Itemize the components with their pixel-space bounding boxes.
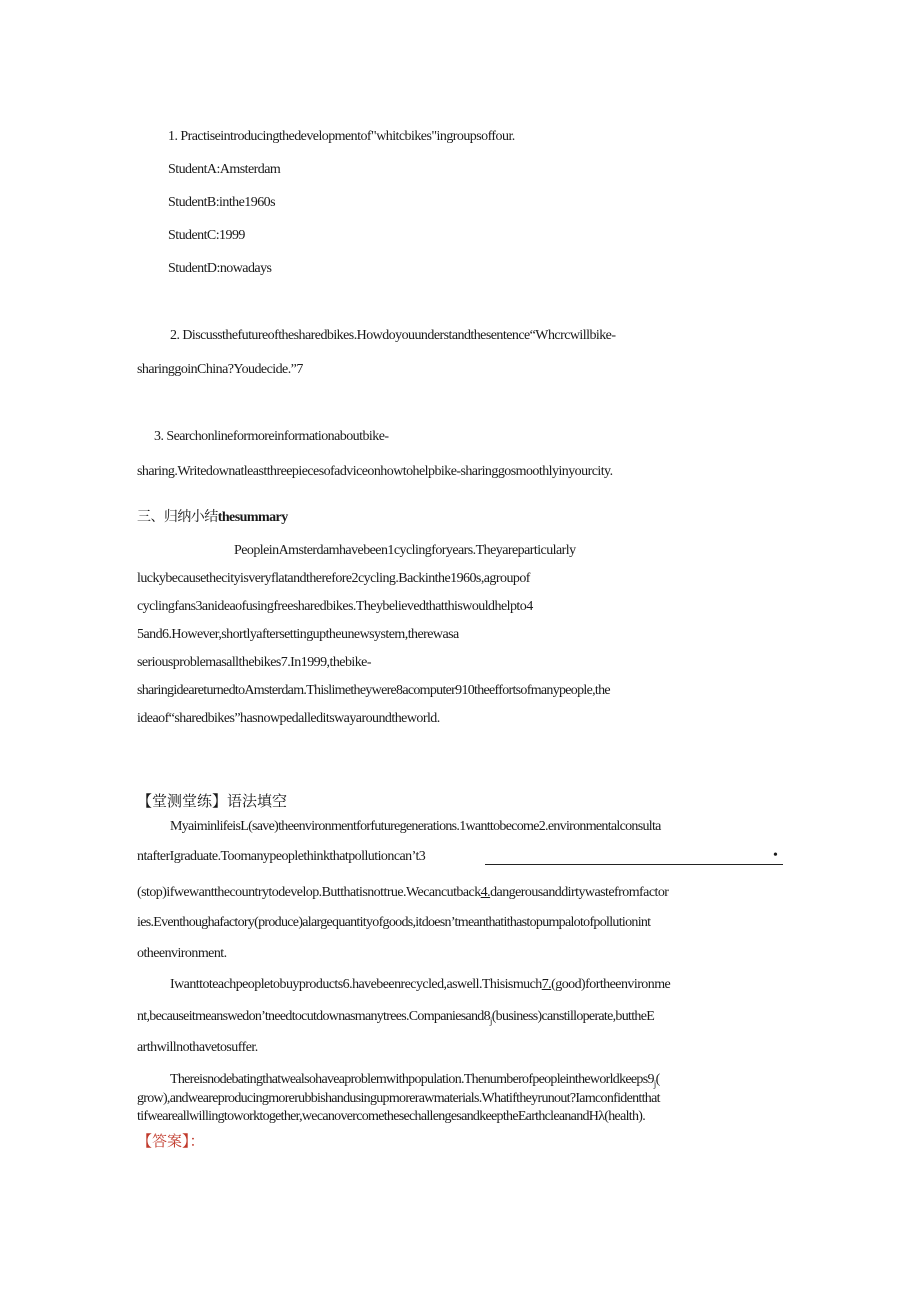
summary-line-7: ideaof“sharedbikes”hasnowpedalleditswayaroundtheworld.: [137, 711, 440, 726]
summary-line-3: cyclingfans3anideaofusingfreesharedbikes.Theybelievedthatthiswouldhelpto4: [137, 599, 533, 614]
grammar-p1-line-5: otheenvironment.: [137, 946, 227, 961]
grammar-p1-line-4: ies.Eventhoughafactory(produce)alargequantityofgoods,itdoesn’tmeanthatithastopumpalotofpollutionint: [137, 915, 651, 930]
grammar-heading: 【堂测堂练】语法填空: [137, 794, 288, 810]
exercise-3-line-2: sharing.Writedownatleastthreepiecesofadviceonhowtohelpbike-sharinggosmoothlyinyourcity.: [137, 464, 613, 479]
exercise-1-student-a: StudentA:Amsterdam: [168, 162, 281, 177]
blank-9-sub: j: [653, 1078, 656, 1089]
grammar-p1-line-2: ntafterIgraduate.Toomanypeoplethinkthatpollutioncan’t3: [137, 849, 426, 864]
summary-line-6: sharingideareturnedtoAmsterdam.Thislimetheywere8acomputer910theeffortsofmanypeople,the: [137, 683, 610, 698]
grammar-p2-line-2-rest: (business)canstilloperate,buttheE: [491, 1009, 655, 1024]
blank-4: 4.: [480, 885, 491, 900]
grammar-p2-line-3: arthwillnothavetosuffer.: [137, 1040, 258, 1055]
blank-8-sub: j: [489, 1015, 492, 1026]
grammar-p1-line-3-text: (stop)ifwewantthecountrytodevelop.Butthatisnottrue.Wecancutback: [137, 885, 481, 900]
exercise-2-line-2: sharinggoinChina?Youdecide.”7: [137, 362, 303, 377]
exercise-1-student-d: StudentD:nowadays: [168, 261, 272, 276]
grammar-p2-line-2: [137, 1008, 654, 1030]
grammar-p2-line-1-rest: (good)fortheenvironme: [551, 977, 671, 992]
grammar-p3-line-1-paren: (: [655, 1072, 660, 1087]
summary-line-4: 5and6.However,shortlyaftersettinguptheunewsystem,therewasa: [137, 627, 459, 642]
summary-heading-en: thesummary: [217, 510, 288, 525]
answer-label: 【答案】：: [137, 1134, 205, 1150]
exercise-1-student-b: StudentB:inthe1960s: [168, 195, 275, 210]
blank-3-line: [485, 864, 783, 865]
exercise-1-student-c: StudentC:1999: [168, 228, 245, 243]
exercise-1-prompt: 1. Practiseintroducingthedevelopmentof"whitcbikes"ingroupsoffour.: [168, 129, 515, 144]
blank-7: 7.: [541, 977, 552, 992]
summary-heading: [137, 509, 288, 527]
grammar-p1-line-1: MyaiminlifeisL(save)theenvironmentforfuturegenerations.1wanttobecome2.environmentalconsulta: [170, 819, 661, 834]
grammar-p2-line-2-text: nt,becauseitmeanswedon’tneedtocutdownasmanytrees.Companiesand8: [137, 1009, 490, 1024]
summary-line-1: PeopleinAmsterdamhavebeen1cyclingforyears.Theyareparticularly: [234, 543, 576, 558]
summary-heading-cn: 三、归纳小结: [137, 510, 218, 525]
summary-line-5: seriousproblemasallthebikes7.In1999,thebike-: [137, 655, 371, 670]
grammar-p2-line-1: [170, 976, 670, 994]
grammar-p3-line-3: tifweareallwillingtoworktogether,wecanovercomethesechallengesandkeeptheEarthcleanandHλ(health).: [137, 1109, 646, 1124]
grammar-p1-line-3: [137, 884, 668, 902]
blank-3-dot: •: [773, 848, 778, 863]
grammar-p1-line-3-rest: dangerousanddirtywastefromfactor: [490, 885, 669, 900]
grammar-p3-line-1-text: Thereisnodebatingthatwealsohaveaproblemwithpopulation.Thenumberofpeopleintheworldkeeps9: [170, 1072, 654, 1087]
summary-line-2: luckybecausethecityisveryflatandtherefore2cycling.Backinthe1960s,agroupof: [137, 571, 530, 586]
exercise-3-line-1: 3. Searchonlineformoreinformationaboutbike-: [154, 429, 389, 444]
grammar-p2-line-1-text: Iwanttoteachpeopletobuyproducts6.havebeenrecycled,aswell.Thisismuch: [170, 977, 542, 992]
exercise-2-line-1: 2. Discussthefutureofthesharedbikes.Howdoyouunderstandthesentence“Whcrcwillbike-: [170, 328, 616, 343]
grammar-p3-line-2: grow),andweareproducingmorerubbishandusingupmorerawmaterials.Whatiftheyrunout?Iamconfidentthat: [137, 1091, 660, 1106]
